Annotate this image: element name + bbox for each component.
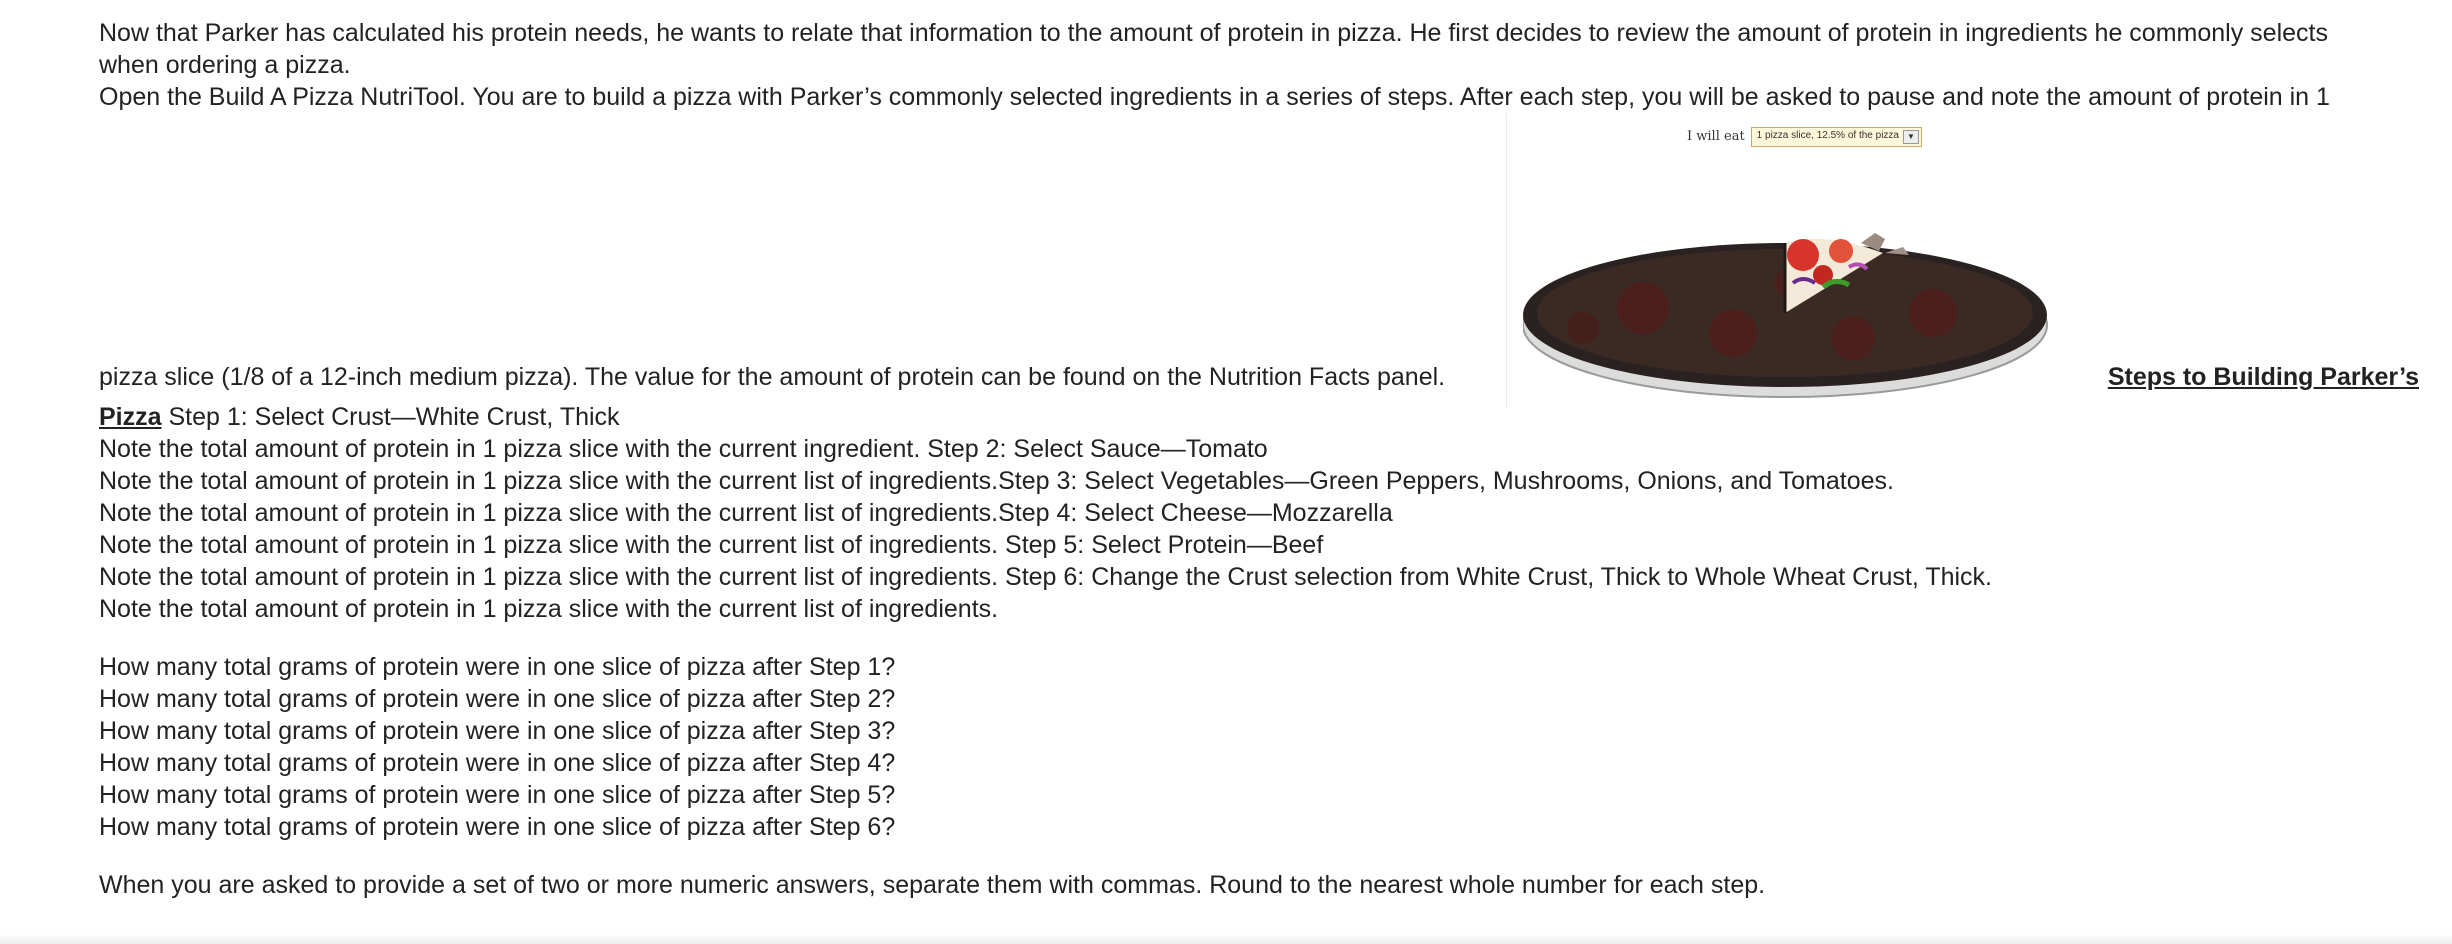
step-2-line: Note the total amount of protein in 1 pizza slice with the current ingredient. Step 2: Select Sauce—Tomato [99,435,1268,463]
step-5-line: Note the total amount of protein in 1 pizza slice with the current list of ingredients. Step 5: Select Protein—Beef [99,531,1324,559]
steps-heading: Steps to Building Parker’s [2107,363,2419,391]
portion-dropdown [1751,127,1922,147]
step-1-text: Step 1: Select Crust—White Crust, Thick [161,403,620,431]
question-2: How many total grams of protein were in one slice of pizza after Step 2? [99,685,896,713]
portion-selector-row [1687,121,1922,153]
step-1-line [99,401,2419,433]
eat-label: I will eat [1687,129,1745,144]
portion-value: 1 pizza slice, 12.5% of the pizza [1756,130,1899,141]
question-1: How many total grams of protein were in one slice of pizza after Step 1? [99,653,896,681]
question-3: How many total grams of protein were in one slice of pizza after Step 3? [99,717,896,745]
question-4: How many total grams of protein were in one slice of pizza after Step 4? [99,749,896,777]
intro-line-4: pizza slice (1/8 of a 12-inch medium pizza). The value for the amount of protein can be found on the Nutrition Facts panel. [99,363,1446,391]
pizza-row [99,113,2419,401]
intro-line-1: Now that Parker has calculated his protein needs, he wants to relate that information to the amount of protein in pizza. He first decides to review the amount of protein in ingredients he commonly selects [99,19,2328,47]
answer-instruction: When you are asked to provide a set of two or more numeric answers, separate them with commas. Round to the nearest whole number for each step. [99,871,1766,899]
step-6-line: Note the total amount of protein in 1 pizza slice with the current list of ingredients. Step 6: Change the Crust selection from White Crust, Thick to Whole Wheat Crust, Thick. [99,563,1992,591]
step-3-line: Note the total amount of protein in 1 pizza slice with the current list of ingredients.Step 3: Select Vegetables—Green Peppers, Mushrooms, Onions, and Tomatoes. [99,467,1894,495]
pizza-nutritool-image [1506,113,2057,409]
step-7-line: Note the total amount of protein in 1 pizza slice with the current list of ingredients. [99,595,999,623]
question-6: How many total grams of protein were in one slice of pizza after Step 6? [99,813,896,841]
chevron-down-icon: ▼ [1903,130,1919,144]
question-content [99,17,2419,901]
intro-line-2: when ordering a pizza. [99,51,351,79]
bottom-edge-shadow [0,934,2452,944]
pizza-illustration [1523,213,2053,403]
intro-line-3: Open the Build A Pizza NutriTool. You are to build a pizza with Parker’s commonly selected ingredients in a series of steps. After each step, you will be asked to pause and note the amount of protein in 1 [99,83,2330,111]
question-5: How many total grams of protein were in one slice of pizza after Step 5? [99,781,896,809]
steps-heading-continued: Pizza [99,403,162,431]
step-4-line: Note the total amount of protein in 1 pizza slice with the current list of ingredients.Step 4: Select Cheese—Mozzarella [99,499,1393,527]
